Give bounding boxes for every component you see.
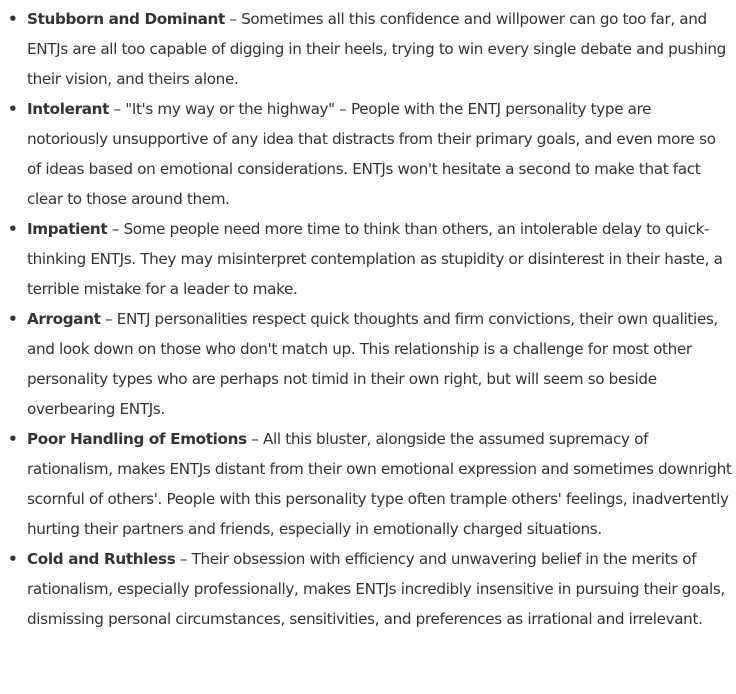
term-label: Impatient: [27, 220, 108, 238]
term-label: Cold and Ruthless: [27, 550, 176, 568]
list-item-poor-handling-of-emotions: [0, 424, 736, 544]
list-item-cold-and-ruthless: [0, 544, 736, 634]
list-item-arrogant: [0, 304, 736, 424]
term-separator: –: [175, 550, 192, 568]
term-description: "It's my way or the highway" – People with the ENTJ personality type are notoriously unsupportive of any idea that distracts from their primary goals, and even more so of ideas based on emotional considerations. ENTJs won't hesitate a second to make that fact clear to those around them.: [27, 100, 716, 208]
term-separator: –: [100, 310, 117, 328]
term-label: Stubborn and Dominant: [27, 10, 225, 28]
term-separator: –: [224, 10, 242, 28]
term-description: All this bluster, alongside the assumed supremacy of rationalism, makes ENTJs distant from their own emotional expression and sometimes downright scornful of others'. People with this personality type often trample others' feelings, inadvertently hurting their partners and friends, especially in emotionally charged situations.: [27, 430, 732, 538]
term-description: ENTJ personalities respect quick thoughts and firm convictions, their own qualities, and look down on those who don't match up. This relationship is a challenge for most other personality types who are perhaps not timid in their own right, but will seem so beside overbearing ENTJs.: [27, 310, 718, 418]
term-separator: –: [108, 100, 126, 118]
term-label: Poor Handling of Emotions: [27, 430, 247, 448]
term-separator: –: [107, 220, 124, 238]
term-description: Sometimes all this confidence and willpower can go too far, and ENTJs are all too capable of digging in their heels, trying to win every single debate and pushing their vision, and theirs alone.: [27, 10, 726, 88]
term-description: Their obsession with efficiency and unwavering belief in the merits of rationalism, especially professionally, makes ENTJs incredibly insensitive in pursuing their goals, dismissing personal circumstances, sensitivities, and preferences as irrational and irrelevant.: [27, 550, 725, 628]
term-label: Intolerant: [27, 100, 109, 118]
term-separator: –: [246, 430, 263, 448]
term-label: Arrogant: [27, 310, 101, 328]
list-item-impatient: [0, 214, 736, 304]
term-description: Some people need more time to think than others, an intolerable delay to quick-thinking ENTJs. They may misinterpret contemplation as stupidity or disinterest in their haste, a terrible mistake for a leader to make.: [27, 220, 723, 298]
list-item-intolerant: [0, 94, 736, 214]
list-item-stubborn-and-dominant: [0, 4, 736, 94]
